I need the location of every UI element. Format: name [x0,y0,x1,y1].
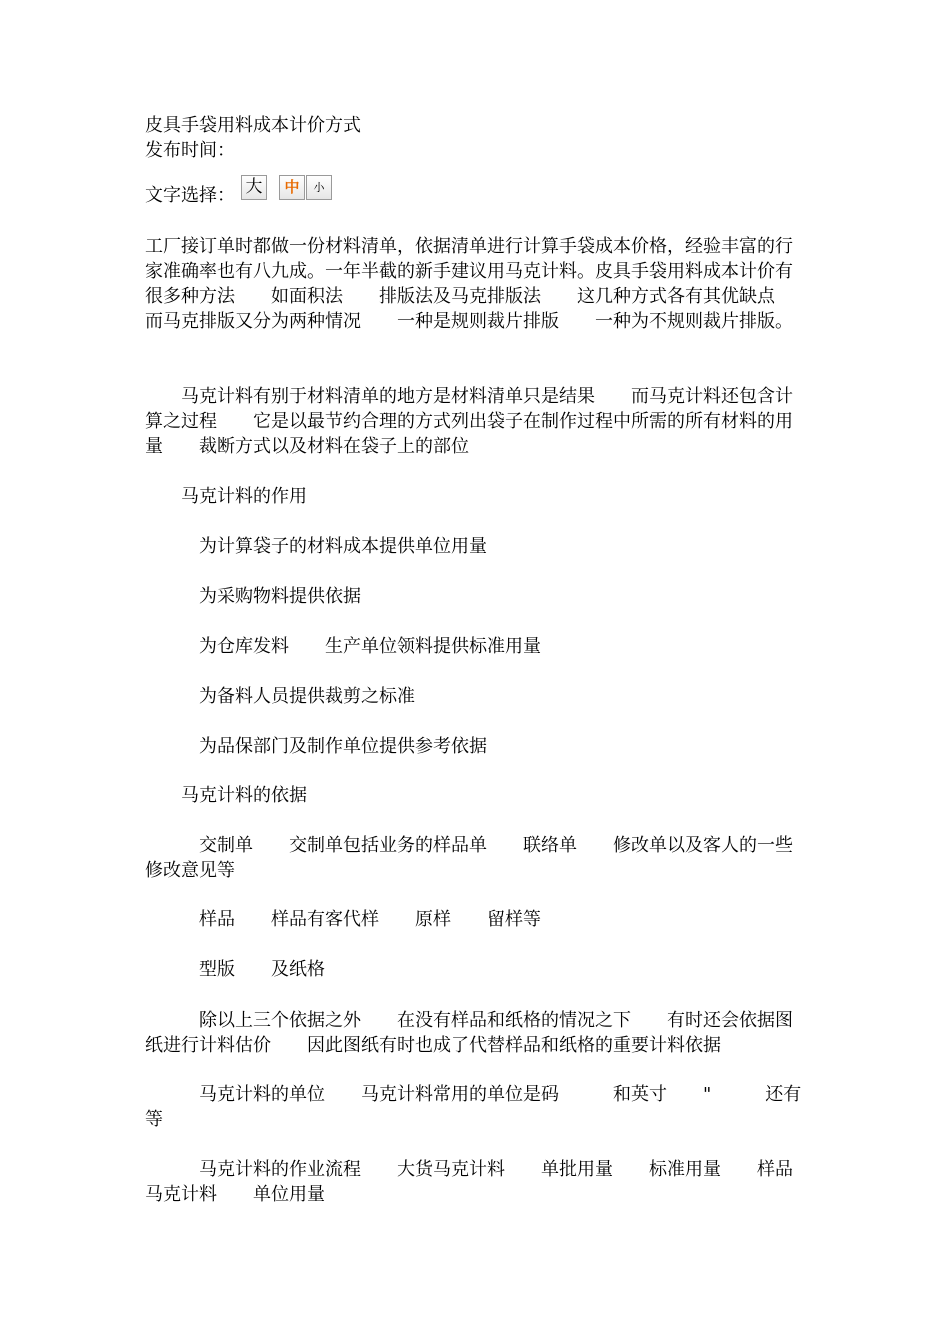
paragraph-intro: 工厂接订单时都做一份材料清单，依据清单进行计算手袋成本价格，经验丰富的行家准确率也有八九成。一年半截的新手建议用马克计料。皮具手袋用料成本计价有很多种方法 如面积法 排版法及马克排版法 这几种方式各有其优缺点 而马克排版又分为两种情况 一种是规则裁片排版 一种为不规则裁片排版。 [145,236,811,332]
list-item: 马克计料的单位 马克计料常用的单位是码 和英寸 " 还有 等 [145,1084,892,1130]
heading-marker-purpose: 马克计料的作用 [145,486,307,507]
font-small-button[interactable]: 小 [306,175,332,200]
page-title: 皮具手袋用料成本计价方式 [145,115,361,136]
list-item: 型版 及纸格 [145,959,325,980]
list-item: 马克计料的作业流程 大货马克计料 单批用量 标准用量 样品马克计料 单位用量 [145,1159,793,1205]
list-item: 交制单 交制单包括业务的样品单 联络单 修改单以及客人的一些修改意见等 [145,835,793,881]
paragraph-marker-definition: 马克计料有别于材料清单的地方是材料清单只是结果 而马克计料还包含计算之过程 它是以最节约合理的方式列出袋子在制作过程中所需的所有材料的用量 裁断方式以及材料在袋子上的部位 [145,386,793,457]
font-size-selector [145,172,332,206]
font-medium-button[interactable]: 中 [279,175,305,200]
font-select-label: 文字选择： [145,185,235,206]
font-large-button[interactable]: 大 [241,175,267,200]
heading-marker-basis: 马克计料的依据 [145,785,307,806]
list-item: 样品 样品有客代样 原样 留样等 [145,909,541,930]
publish-time-label: 发布时间： [145,140,235,161]
list-item: 为备料人员提供裁剪之标准 [145,686,415,707]
list-item: 为品保部门及制作单位提供参考依据 [145,736,487,757]
list-item: 为仓库发料 生产单位领料提供标准用量 [145,636,541,657]
list-item: 除以上三个依据之外 在没有样品和纸格的情况之下 有时还会依据图纸进行计料估价 因此图纸有时也成了代替样品和纸格的重要计料依据 [145,1010,793,1056]
list-item: 为采购物料提供依据 [145,586,361,607]
list-item: 为计算袋子的材料成本提供单位用量 [145,536,487,557]
